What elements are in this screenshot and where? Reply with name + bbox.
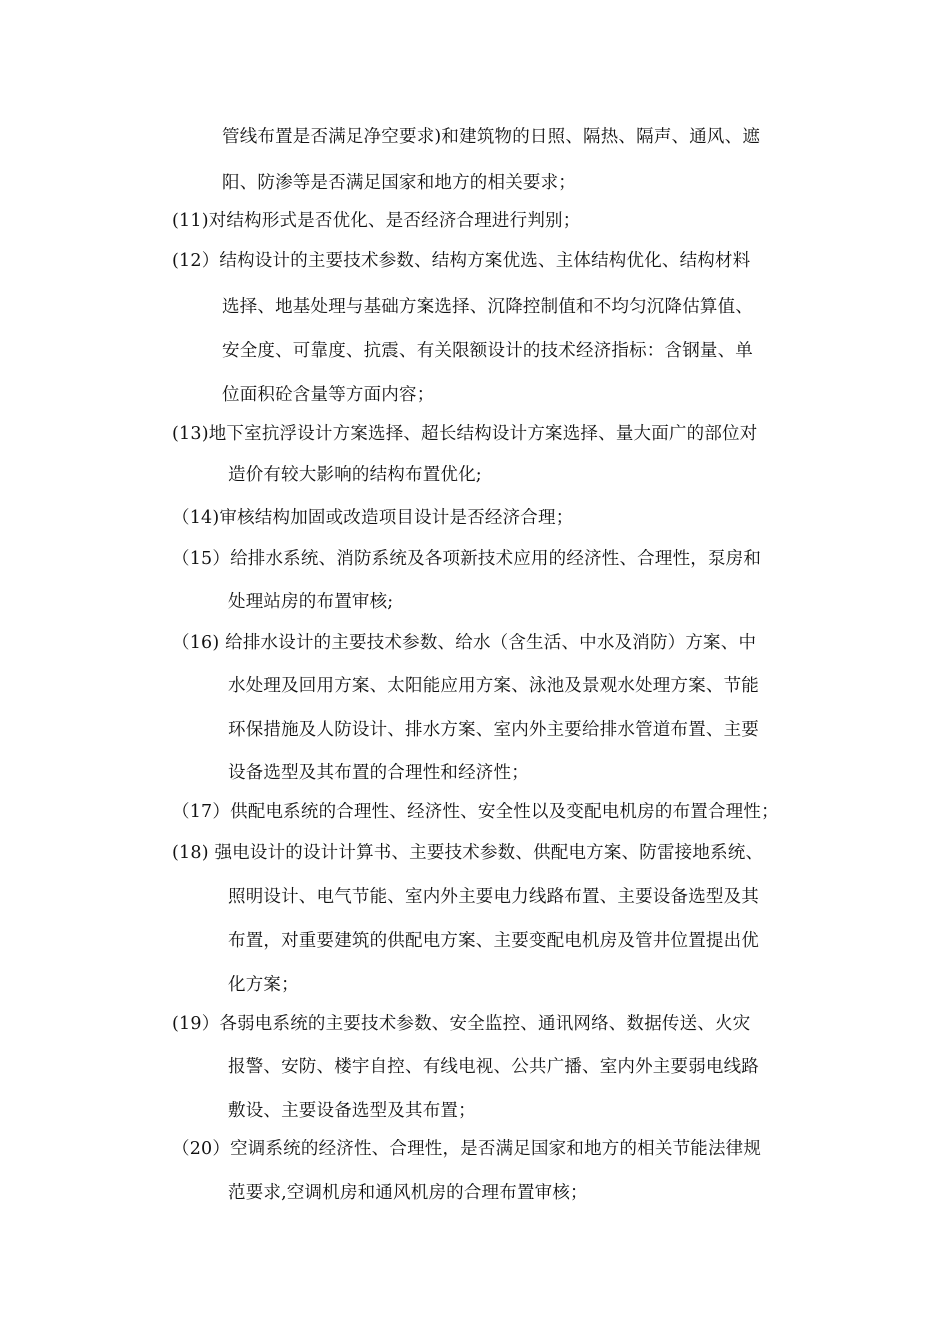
list-item-16: （16) 给排水设计的主要技术参数、给水（含生活、中水及消防）方案、中 — [172, 633, 757, 653]
text-line: 处理站房的布置审核; — [228, 592, 394, 612]
text-line: 安全度、可靠度、抗震、有关限额设计的技术经济指标：含钢量、单 — [222, 341, 753, 361]
text-line: 布置，对重要建筑的供配电方案、主要变配电机房及管井位置提出优 — [228, 931, 759, 951]
text-line: 照明设计、电气节能、室内外主要电力线路布置、主要设备选型及其 — [228, 887, 759, 907]
list-item-15: （15）给排水系统、消防系统及各项新技术应用的经济性、合理性，泵房和 — [172, 549, 762, 569]
text-line: 水处理及回用方案、太阳能应用方案、泳池及景观水处理方案、节能 — [228, 676, 759, 696]
list-item-17: （17）供配电系统的合理性、经济性、安全性以及变配电机房的布置合理性； — [172, 802, 779, 822]
text-line: 敷设、主要设备选型及其布置； — [228, 1101, 476, 1121]
text-line: 报警、安防、楼宇自控、有线电视、公共广播、室内外主要弱电线路 — [228, 1057, 759, 1077]
text-line: 管线布置是否满足净空要求)和建筑物的日照、隔热、隔声、通风、遮 — [222, 127, 761, 147]
text-line: 环保措施及人防设计、排水方案、室内外主要给排水管道布置、主要 — [228, 720, 759, 740]
text-line: 化方案； — [228, 975, 299, 995]
list-item-11: (11)对结构形式是否优化、是否经济合理进行判别； — [172, 211, 581, 231]
list-item-20: （20）空调系统的经济性、合理性，是否满足国家和地方的相关节能法律规 — [172, 1139, 762, 1159]
text-line: 造价有较大影响的结构布置优化; — [228, 465, 482, 485]
text-line: 阳、防渗等是否满足国家和地方的相关要求； — [222, 173, 576, 193]
text-line: 选择、地基处理与基础方案选择、沉降控制值和不均匀沉降估算值、 — [222, 297, 753, 317]
text-line: 范要求,空调机房和通风机房的合理布置审核； — [228, 1183, 588, 1203]
list-item-13: (13)地下室抗浮设计方案选择、超长结构设计方案选择、量大面广的部位对 — [172, 424, 758, 444]
list-item-18: (18) 强电设计的设计计算书、主要技术参数、供配电方案、防雷接地系统、 — [172, 843, 764, 863]
text-line: 位面积砼含量等方面内容； — [222, 385, 435, 405]
list-item-19: (19）各弱电系统的主要技术参数、安全监控、通讯网络、数据传送、火灾 — [172, 1014, 751, 1034]
list-item-14: （14)审核结构加固或改造项目设计是否经济合理； — [172, 508, 574, 528]
text-line: 设备选型及其布置的合理性和经济性； — [228, 763, 529, 783]
list-item-12: (12）结构设计的主要技术参数、结构方案优选、主体结构优化、结构材料 — [172, 251, 751, 271]
